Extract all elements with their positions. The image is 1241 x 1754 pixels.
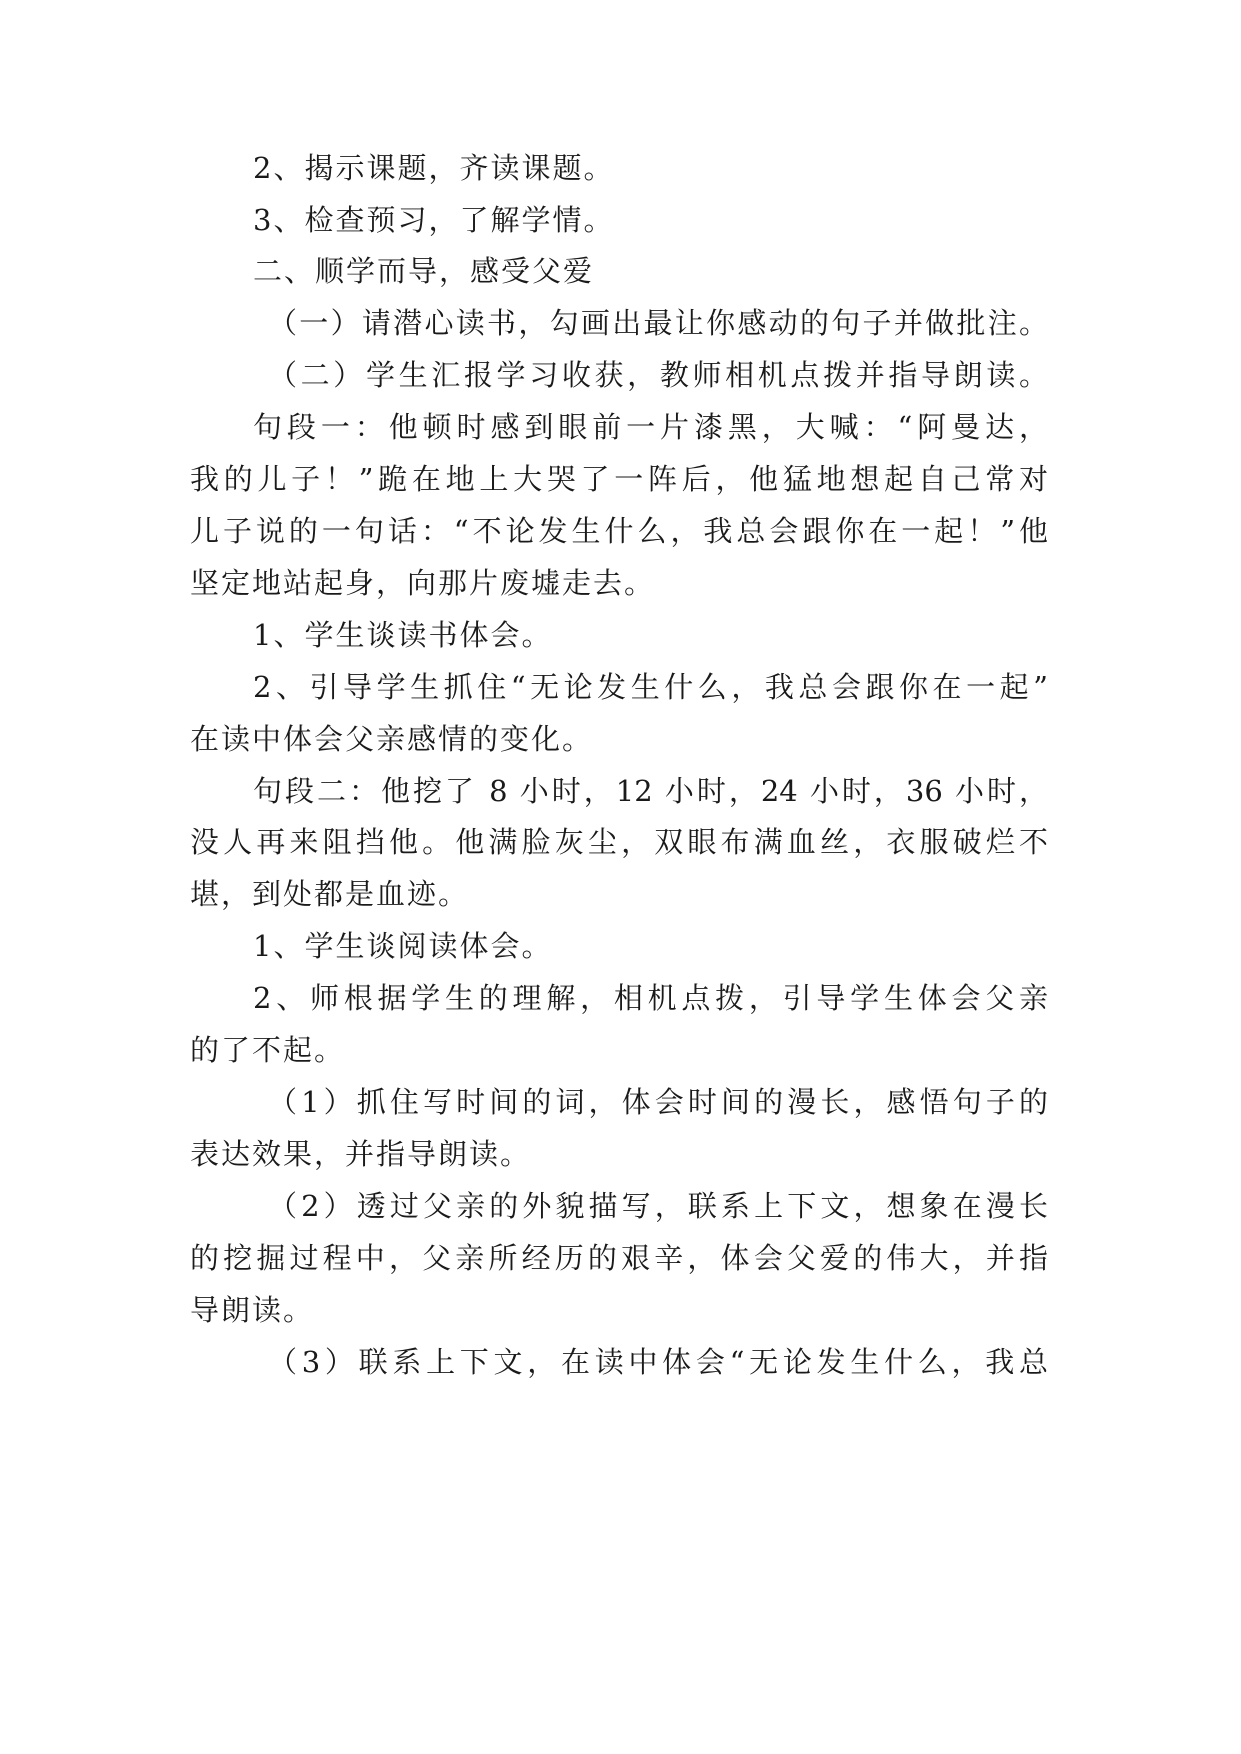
text-line: 儿子说的一句话：“不论发生什么，我总会跟你在一起！”他	[190, 514, 1048, 548]
text-line: 表达效果，并指导朗读。	[190, 1137, 532, 1171]
text-line: 我的儿子！”跪在地上大哭了一阵后，他猛地想起自己常对	[190, 462, 1048, 496]
text-line: 2、引导学生抓住“无论发生什么，我总会跟你在一起”	[253, 670, 1048, 704]
text-line: 2、师根据学生的理解，相机点拨，引导学生体会父亲	[253, 981, 1048, 1015]
text-line: 3、检查预习，了解学情。	[253, 203, 615, 237]
text-line: 2、揭示课题，齐读课题。	[253, 151, 615, 185]
text-line: （一）请潜心读书，勾画出最让你感动的句子并做批注。	[268, 306, 1048, 340]
text-line: 导朗读。	[190, 1293, 315, 1327]
text-line: 1、学生谈读书体会。	[253, 618, 553, 652]
text-line: 句段二：他挖了 8 小时，12 小时，24 小时，36 小时，	[253, 774, 1048, 808]
text-line: 句段一：他顿时感到眼前一片漆黑，大喊：“阿曼达，	[253, 410, 1048, 444]
text-line: 的挖掘过程中，父亲所经历的艰辛，体会父爱的伟大，并指	[190, 1241, 1048, 1275]
text-line: （2）透过父亲的外貌描写，联系上下文，想象在漫长	[268, 1189, 1048, 1223]
text-line: 的了不起。	[190, 1033, 346, 1067]
text-line: 堪，到处都是血迹。	[190, 877, 470, 911]
text-line: （1）抓住写时间的词，体会时间的漫长，感悟句子的	[268, 1085, 1048, 1119]
text-line: 在读中体会父亲感情的变化。	[190, 722, 594, 756]
text-line: 1、学生谈阅读体会。	[253, 929, 553, 963]
text-line: 没人再来阻挡他。他满脸灰尘，双眼布满血丝，衣服破烂不	[190, 825, 1048, 859]
text-line: （二）学生汇报学习收获，教师相机点拨并指导朗读。	[268, 358, 1048, 392]
text-line: （3）联系上下文，在读中体会“无论发生什么，我总	[268, 1345, 1048, 1379]
text-line: 坚定地站起身，向那片废墟走去。	[190, 566, 656, 600]
section-heading: 二、顺学而导，感受父爱	[253, 254, 595, 288]
